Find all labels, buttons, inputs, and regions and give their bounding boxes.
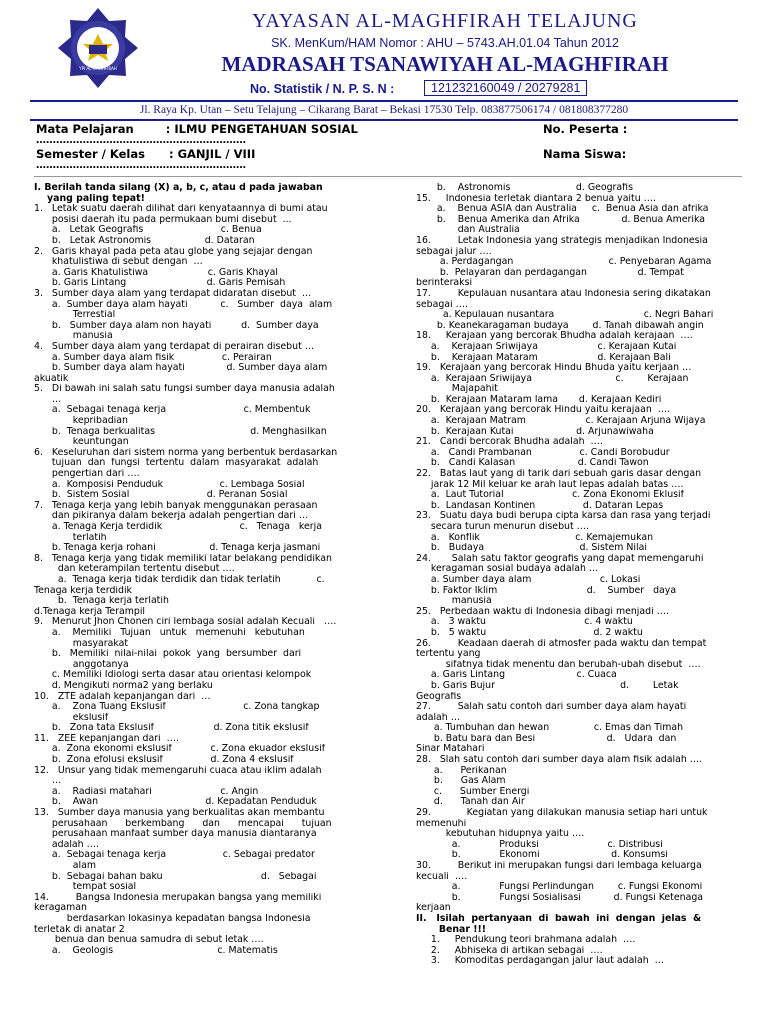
questions-left-column	[34, 183, 376, 956]
question-line: perusahaan berkembang dan mencapai tujuan	[34, 818, 332, 829]
question-line: a. Geologis c. Matematis	[34, 945, 278, 956]
question-line: 26. Keadaan daerah di atmosfer pada waktu dan tempat	[416, 638, 707, 649]
question-line: keragaman	[34, 903, 87, 914]
header-divider-bottom	[30, 119, 738, 121]
question-line: b. Gas Alam	[416, 776, 506, 787]
semester-dots: ………………………………………………………	[36, 160, 246, 171]
question-line: 12. Unsur yang tidak memengaruhi cuaca atau iklim adalah	[34, 765, 322, 776]
question-line: kecuali ….	[416, 871, 468, 882]
question-line: c. Memiliki Idiologi serta dasar atau orientasi kelompok	[34, 670, 312, 681]
subject-line: Mata Pelajaran : ILMU PENGETAHUAN SOSIAL	[36, 122, 358, 136]
participant-number-label: No. Peserta :	[543, 122, 628, 136]
question-line: a. Sumber daya alam fisik c. Perairan	[34, 352, 272, 363]
question-line: 23. Suatu daya budi berupa cipta karsa dan rasa yang terjadi	[416, 511, 711, 522]
question-line: akuatik	[34, 373, 69, 384]
question-line: 6. Keseluruhan dari sistem norma yang berbentuk berdasarkan	[34, 447, 338, 458]
svg-text:YPI AL-MAGHFIRAH: YPI AL-MAGHFIRAH	[79, 66, 117, 71]
question-line: a. Memiliki Tujuan untuk memenuhi kebutuhan	[34, 627, 305, 638]
question-line: kepribadian	[34, 416, 128, 427]
question-line: a. Tumbuhan dan hewan c. Emas dan Timah	[416, 723, 684, 734]
question-line: a. Perdagangan c. Penyebaran Agama	[416, 257, 712, 268]
question-line: dan pikiranya dalam bekerja adalah pengertian dari …	[34, 511, 309, 522]
question-line: alam	[34, 861, 96, 871]
question-line: b. Kerajaan Kutai d. Arjunawiwaha	[416, 426, 654, 437]
question-line: b. Tenaga kerja rohani d. Tenaga kerja jasmani	[34, 543, 321, 554]
question-line: memenuhi	[416, 818, 467, 829]
question-line: b. Keanekaragaman budaya d. Tanah dibawah angin	[416, 320, 704, 331]
question-line: tertentu yang	[416, 649, 481, 660]
question-line: Majapahit	[416, 384, 498, 395]
question-line: 24. Salah satu faktor geografis yang dapat memengaruhi	[416, 553, 704, 564]
question-line: b. Sistem Sosial d. Peranan Sosial	[34, 490, 288, 501]
school-address: Jl. Raya Kp. Utan – Setu Telajung – Cikarang Barat – Bekasi 17530 Telp. 083877506174 / 081808377280	[139, 104, 629, 116]
question-line: b. Tenaga berkualitas d. Menghasilkan	[34, 426, 327, 437]
question-line: a. Komposisi Penduduk c. Lembaga Sosial	[34, 479, 305, 490]
question-line: 2. Abhiseka di artikan sebagai ….	[416, 945, 603, 956]
question-line: Geografis	[416, 691, 462, 702]
question-line: masyarakat	[34, 638, 129, 649]
question-line: sebagai jalur ….	[416, 246, 492, 257]
question-line: a. Zona ekonomi ekslusif c. Zona ekuador ekslusif	[34, 744, 326, 755]
subject-dots: ………………………………………………………	[36, 135, 246, 146]
question-line: 11. ZEE kepanjangan dari ….	[34, 733, 179, 744]
student-name-label: Nama Siswa:	[543, 147, 627, 161]
question-line: 5. Di bawah ini salah satu fungsi sumber daya manusia adalah	[34, 384, 335, 395]
question-line: 10. ZTE adalah kepanjangan dari …	[34, 691, 211, 702]
question-line: a. Sumber daya alam c. Lokasi	[416, 574, 641, 585]
question-line: b. Faktor Iklim d. Sumber daya	[416, 585, 677, 596]
question-line: adalah ….	[34, 839, 99, 850]
sk-number: SK. MenKum/HAM Nomor : AHU – 5743.AH.01.04 Tahun 2012	[271, 36, 619, 50]
question-line: b. Benua Amerika dan Afrika d. Benua Amerika	[416, 214, 705, 225]
question-line: 13. Sumber daya manusia yang berkualitas akan membantu	[34, 808, 325, 819]
question-line: …	[34, 394, 62, 405]
question-line: yang paling tepat!	[34, 193, 145, 204]
question-line: terlatih	[34, 532, 107, 543]
question-line: posisi daerah itu pada permukaan bumi disebut ...	[34, 214, 292, 225]
question-line: b. Budaya d. Sistem Nilai	[416, 543, 647, 554]
question-line: Terrestial	[34, 310, 116, 321]
question-line: a. Radiasi matahari c. Angin	[34, 786, 259, 797]
question-line: secara turun menurun disebut ….	[416, 522, 589, 532]
question-line: kebutuhan hidupnya yaitu ….	[416, 829, 585, 840]
question-line: a. Sebagai tenaga kerja c. Membentuk	[34, 405, 311, 416]
question-line: b. Ekonomi d. Konsumsi	[416, 850, 668, 861]
question-line: manusia	[34, 331, 113, 342]
question-line: b. Sumber daya alam hayati d. Sumber daya alam	[34, 363, 328, 374]
question-line: a. Tenaga Kerja terdidik c. Tenaga kerja	[34, 522, 322, 532]
question-line: b. Batu bara dan Besi d. Udara dan	[416, 733, 677, 744]
question-line: a. Sumber daya alam hayati c. Sumber daya alam	[34, 299, 333, 310]
question-line: b. Zona efolusi ekslusif d. Zona 4 ekslusif	[34, 755, 294, 766]
question-line: I. Berilah tanda silang (X) a, b, c, atau d pada jawaban	[34, 183, 323, 193]
question-line: 17. Kepulauan nusantara atau Indonesia sering dikatakan	[416, 288, 711, 299]
question-line: 1. Pendukung teori brahmana adalah ….	[416, 935, 636, 946]
question-line: d. Tanah dan Air	[416, 797, 525, 808]
question-line: 1. Letak suatu daerah dilihat dari kenyataannya di bumi atau	[34, 204, 328, 215]
question-line: b. Sebagai bahan baku d. Sebagai	[34, 871, 317, 882]
statistic-label: No. Statistik / N. P. S. N :	[250, 82, 395, 96]
question-line: a. Fungsi Perlindungan c. Fungsi Ekonomi	[416, 882, 703, 893]
question-line: Benar !!!	[416, 924, 487, 935]
question-line: jarak 12 Mil keluar ke arah laut lepas adalah batas ….	[416, 479, 684, 490]
question-line: b. Awan d. Kepadatan Penduduk	[34, 797, 317, 808]
question-line: ekslusif	[34, 712, 109, 723]
question-line: a. Kerajaan Matram c. Kerajaan Arjuna Wijaya	[416, 416, 706, 427]
question-line: b. Landasan Kontinen d. Dataran Lepas	[416, 500, 664, 511]
question-line: b. Kerajaan Mataram d. Kerajaan Bali	[416, 352, 671, 363]
question-line: b. Tenaga kerja terlatih	[34, 596, 169, 607]
question-line: pengertian dari ….	[34, 469, 140, 480]
question-line: a. Produksi c. Distribusi	[416, 839, 663, 850]
question-line: 2. Garis khayal pada peta atau globe yang sejajar dengan	[34, 246, 313, 257]
question-line: 25. Perbedaan waktu di Indonesia dibagi menjadi ….	[416, 606, 670, 617]
question-line: berdasarkan lokasinya kepadatan bangsa Indonesia	[34, 913, 311, 924]
question-line: …	[34, 776, 62, 787]
question-line: b. Astronomis d. Geografis	[416, 183, 633, 193]
question-line: 16. Letak Indonesia yang strategis menjadikan Indonesia	[416, 235, 708, 246]
yayasan-title: YAYASAN AL-MAGHFIRAH TELAJUNG	[252, 10, 638, 32]
question-line: a. Candi Prambanan c. Candi Borobudur	[416, 447, 670, 458]
question-line: b. Fungsi Sosialisasi d. Fungsi Ketenaga	[416, 892, 704, 903]
question-line: a. Garis Khatulistiwa c. Garis Khayal	[34, 267, 278, 278]
question-line: a. Tenaga kerja tidak terdidik dan tidak terlatih c.	[34, 574, 325, 585]
question-line: Sinar Matahari	[416, 744, 485, 755]
question-line: a. Kepulauan nusantara c. Negri Bahari	[416, 310, 714, 321]
question-line: anggotanya	[34, 659, 129, 670]
question-line: dan Australia	[416, 225, 520, 236]
question-line: 22. Batas laut yang di tarik dari sebuah garis dasar dengan	[416, 469, 702, 480]
info-divider	[34, 176, 742, 177]
question-line: a. Perikanan	[416, 765, 507, 776]
question-line: adalah …	[416, 712, 461, 723]
question-line: b. Pelayaran dan perdagangan d. Tempat	[416, 267, 684, 278]
question-line: 18. Kerajaan yang bercorak Bhudha adalah kerajaan ….	[416, 331, 693, 342]
question-line: a. Konflik c. Kemajemukan	[416, 532, 654, 543]
question-line: a. Garis Lintang c. Cuaca	[416, 670, 617, 681]
question-line: b. Memiliki nilai-nilai pokok yang bersumber dari	[34, 649, 302, 660]
question-line: Tenaga kerja terdidik	[34, 585, 132, 596]
question-line: b. Garis Lintang d. Garis Pemisah	[34, 278, 286, 289]
question-line: a. Laut Tutorial c. Zona Ekonomi Eklusif	[416, 490, 684, 501]
question-line: 14. Bangsa Indonesia merupakan bangsa yang memiliki	[34, 892, 322, 903]
question-line: a. Benua ASIA dan Australia c. Benua Asia dan afrika	[416, 204, 709, 215]
question-line: 9. Menurut Jhon Chonen ciri lembaga sosial adalah Kecuali ….	[34, 617, 337, 628]
question-line: 3. Sumber daya alam yang terdapat didaratan disebut …	[34, 288, 312, 299]
school-logo	[44, 6, 152, 90]
question-line: 8. Tenaga kerja yang tidak memiliki latar belakang pendidikan	[34, 553, 332, 564]
question-line: 19. Kerajaan yang bercorak Hindu Bhuda yaitu kerjaan …	[416, 363, 692, 374]
question-line: b. Kerajaan Mataram lama d. Kerajaan Kediri	[416, 394, 662, 405]
header-divider-top	[30, 100, 738, 102]
question-line: perusahaan manfaat sumber daya manusia diantaranya	[34, 829, 317, 840]
semester-line: Semester / Kelas : GANJIL / VIII	[36, 147, 256, 161]
question-line: d. Mengikuti norma2 yang berlaku	[34, 680, 213, 691]
question-line: b. Candi Kalasan d. Candi Tawon	[416, 458, 649, 469]
question-line: sifatnya tidak menentu dan berubah-ubah disebut ….	[416, 659, 701, 670]
question-line: dan keterampilan tertentu disebut ….	[34, 564, 235, 575]
question-line: keragaman sosial budaya adalah …	[416, 564, 599, 575]
question-line: b. Garis Bujur d. Letak	[416, 680, 679, 691]
question-line: 28. Slah satu contoh dari sumber daya alam fisik adalah ….	[416, 755, 703, 766]
question-line: a. Kerajaan Sriwijaya c. Kerajaan	[416, 373, 689, 384]
question-line: tempat sosial	[34, 882, 137, 893]
question-line: 27. Salah satu contoh dari sumber daya alam hayati	[416, 702, 687, 713]
question-line: 3. Komoditas perdagangan jalur laut adalah …	[416, 956, 664, 967]
question-line: b. Letak Astronomis d. Dataran	[34, 235, 255, 246]
question-line: manusia	[416, 596, 492, 607]
question-line: 30. Berikut ini merupakan fungsi dari lembaga keluarga	[416, 861, 702, 871]
question-line: 4. Sumber daya alam yang terdapat di perairan disebut …	[34, 341, 315, 352]
statistic-value: 121232160049 / 20279281	[424, 80, 587, 96]
madrasah-title: MADRASAH TSANAWIYAH AL-MAGHFIRAH	[221, 52, 669, 76]
question-line: khatulistiwa di sebut dengan …	[34, 257, 203, 268]
question-line: 7. Tenaga kerja yang lebih banyak menggunakan perasaan	[34, 500, 318, 511]
questions-right-column	[416, 183, 744, 967]
question-line: sebagai ….	[416, 299, 468, 310]
question-line: c. Sumber Energi	[416, 786, 530, 797]
question-line: a. 3 waktu c. 4 waktu	[416, 617, 633, 628]
question-line: b. Sumber daya alam non hayati d. Sumber daya	[34, 320, 319, 331]
question-line: a. Zona Tuang Ekslusif c. Zona tangkap	[34, 702, 320, 713]
question-line: keuntungan	[34, 437, 129, 448]
question-line: a. Kerajaan Sriwijaya c. Kerajaan Kutai	[416, 341, 677, 352]
question-line: 29. Kegiatan yang dilakukan manusia setiap hari untuk	[416, 808, 708, 819]
question-line: 21. Candi bercorak Bhudha adalah ….	[416, 437, 603, 448]
question-line: terletak di anatar 2	[34, 924, 125, 935]
question-line: d.Tenaga kerja Terampil	[34, 606, 146, 617]
question-line: benua dan benua samudra di sebut letak ….	[34, 935, 264, 946]
question-line: 20. Kerajaan yang bercorak Hindu yaitu kerajaan ….	[416, 405, 671, 416]
question-line: b. Zona tata Ekslusif d. Zona titik ekslusif	[34, 723, 309, 734]
question-line: berinteraksi	[416, 278, 473, 289]
question-line: a. Sebagai tenaga kerja c. Sebagai predator	[34, 850, 315, 861]
question-line: kerjaan	[416, 903, 451, 914]
question-line: II. Isilah pertanyaan di bawah ini dengan jelas &	[416, 913, 702, 924]
question-line: b. 5 waktu d. 2 waktu	[416, 627, 643, 638]
question-line: 15. Indonesia terletak diantara 2 benua yaitu ….	[416, 193, 656, 204]
question-line: a. Letak Geografis c. Benua	[34, 225, 262, 236]
question-line: tujuan dan fungsi tertentu dalam masyarakat adalah	[34, 458, 319, 469]
